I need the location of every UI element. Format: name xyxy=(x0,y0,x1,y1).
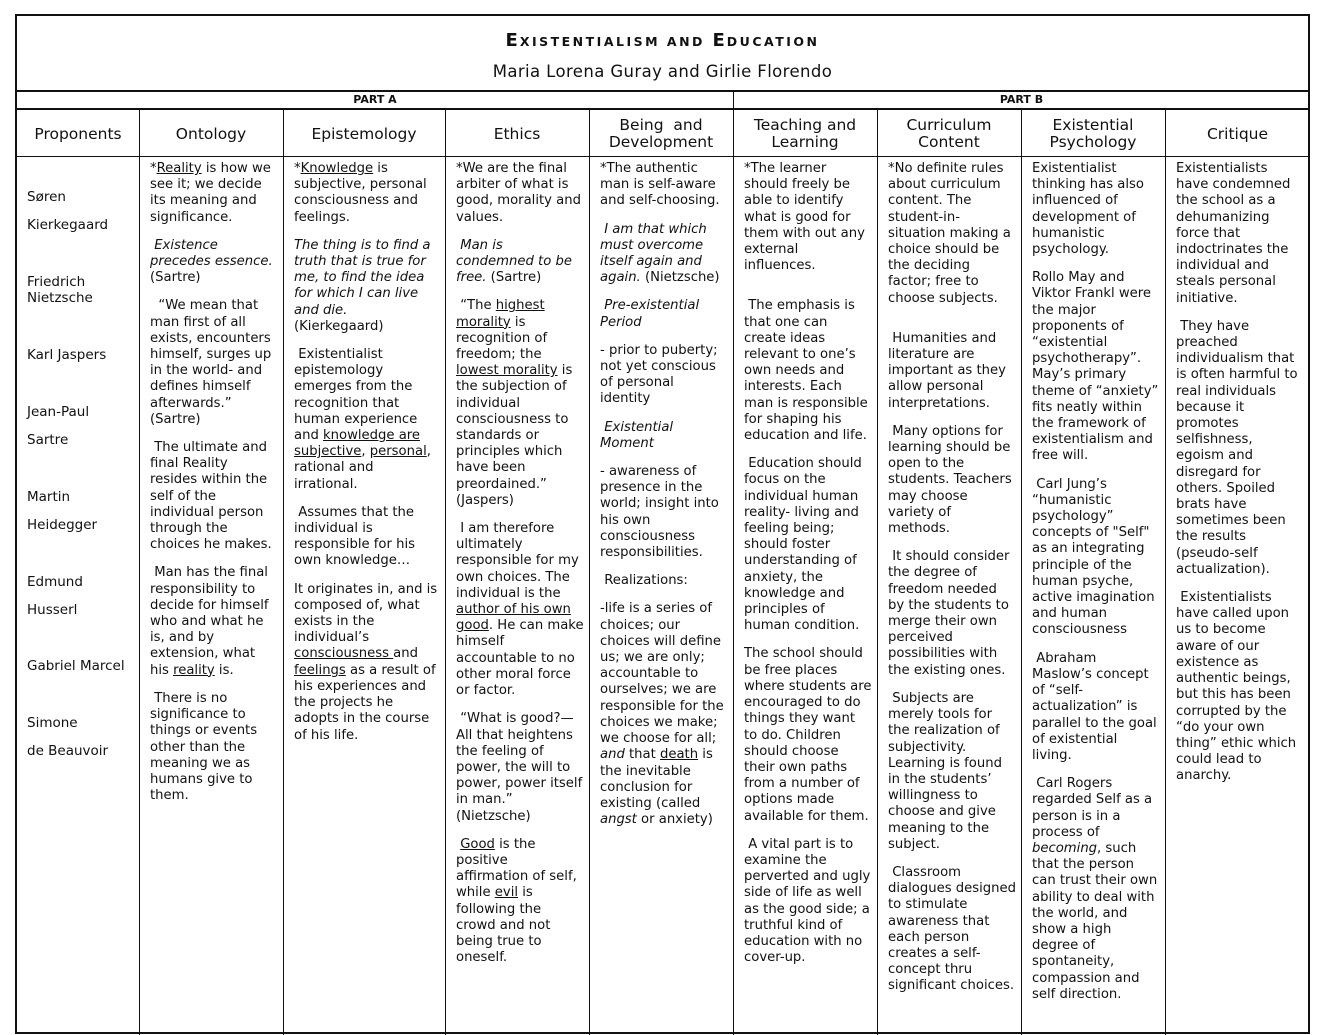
text: It originates in, and is composed of, what exists in the individual’s xyxy=(294,581,438,646)
text: consciousness xyxy=(294,646,394,662)
proponent-name: Martin xyxy=(27,489,71,505)
header-proponents-text: Proponents xyxy=(34,124,122,143)
header-being-development xyxy=(589,112,733,156)
header-psychology-line2: Psychology xyxy=(1049,133,1137,151)
header-teaching-learning xyxy=(733,112,877,156)
text: Pre-existential Period xyxy=(600,298,700,330)
being-p7 xyxy=(600,573,728,589)
text: , such that the person can trust their own ability to deal with the world, and show a high degree of spontaneity, compassion and self direction. xyxy=(1032,840,1158,1002)
text: I am that which must overcome itself again and again. xyxy=(600,221,707,286)
critique-p3 xyxy=(1176,590,1304,784)
text: Assumes that the individual is responsible for his own knowledge… xyxy=(294,504,416,569)
ontology-p1 xyxy=(150,161,278,226)
document-title xyxy=(17,30,1308,51)
proponent-name: Jean-Paul xyxy=(27,404,90,420)
teaching-p1 xyxy=(744,161,872,274)
text: and xyxy=(393,646,418,662)
part-divider xyxy=(733,90,734,1035)
text: death xyxy=(659,747,699,763)
curriculum-p5 xyxy=(888,691,1016,853)
text: Carl Rogers regarded Self as a person is in a process of xyxy=(1032,776,1153,840)
text: Good xyxy=(460,836,495,852)
being-p1 xyxy=(600,161,728,210)
text: The thing is to find a truth that is true for me, to find the idea for which I can live and die. xyxy=(294,237,431,318)
header-existential-psychology xyxy=(1021,112,1165,156)
psychology-p4 xyxy=(1032,651,1160,764)
ontology-p4 xyxy=(150,440,278,553)
teaching-p5 xyxy=(744,837,872,967)
curriculum-p1 xyxy=(888,161,1016,307)
text: Man is condemned to be free. xyxy=(456,237,572,286)
text: is following the crowd and not being true to oneself. xyxy=(456,885,551,966)
header-psychology-line1: Existential xyxy=(1052,116,1134,134)
text: “What is good?— All that heightens the feeling of power, the will to power, power itself in man.” (Nietzsche) xyxy=(456,711,583,824)
header-being-line1: Being and xyxy=(619,116,703,134)
teaching-column xyxy=(744,161,872,978)
psychology-p2 xyxy=(1032,270,1160,464)
text: is the subjection of individual consciousness to standards or principles which have been preordained.” (Jaspers) xyxy=(456,363,573,508)
curriculum-p4 xyxy=(888,549,1016,679)
text: * xyxy=(294,161,301,176)
text: evil xyxy=(494,885,519,901)
text: . He can make himself accountable to no other moral force or factor. xyxy=(456,618,584,699)
teaching-p3 xyxy=(744,456,872,634)
curriculum-p2 xyxy=(888,331,1016,412)
text: *No definite rules about curriculum content. The student-in-situation making a choice should be the deciding factor; free to choose subjects. xyxy=(888,161,1011,306)
epistemology-column xyxy=(294,161,440,756)
text: *We are the final arbiter of what is good, morality and values. xyxy=(456,161,581,225)
ontology-p2 xyxy=(150,238,278,287)
text: Existential Moment xyxy=(600,419,674,451)
text: is how we see it; we decide its meaning and significance. xyxy=(150,161,271,225)
text: The emphasis is that one can create ideas relevant to one’s own needs and interests. Each man is responsible for shaping his education and life. xyxy=(744,298,868,444)
text: Subjects are merely tools for the realization of subjectivity. Learning is found in the students’ willingness to choose and give meaning to the subject. xyxy=(888,690,1002,852)
header-curriculum-content xyxy=(877,112,1021,156)
teaching-p4 xyxy=(744,646,872,824)
proponent-name: Nietzsche xyxy=(27,290,93,306)
ethics-p3 xyxy=(456,298,584,509)
ontology-p5 xyxy=(150,565,278,678)
text: The school should be free places where students are encouraged to do things they want to do. Children should choose their own paths from a number of options made available for them. xyxy=(744,646,872,824)
curriculum-column xyxy=(888,161,1016,1007)
text: becoming xyxy=(1032,840,1098,856)
header-epistemology xyxy=(283,112,445,156)
ethics-column xyxy=(456,161,584,978)
ethics-p5 xyxy=(456,711,584,824)
document-frame xyxy=(15,14,1310,1034)
col-divider-7 xyxy=(1021,108,1022,1035)
text: is the inevitable conclusion for existing (called xyxy=(600,747,713,811)
being-p6 xyxy=(600,464,728,561)
text: is recognition of freedom; the xyxy=(456,314,548,363)
epistemology-p1 xyxy=(294,161,440,226)
col-divider-4 xyxy=(589,108,590,1035)
text: Humanities and literature are important as they allow personal interpretations. xyxy=(888,330,1006,411)
text: reality xyxy=(173,662,215,678)
text: “The xyxy=(460,298,496,314)
text: “We mean that man first of all exists, encounters himself, surges up in the world- and defines himself afterwards.” (Sartre) xyxy=(150,298,272,427)
header-ontology-text: Ontology xyxy=(175,124,247,143)
being-p2 xyxy=(600,222,728,287)
proponent-name: Heidegger xyxy=(27,517,98,533)
proponent-name: Simone xyxy=(27,715,78,731)
header-being-line2: Development xyxy=(608,133,714,151)
ethics-p1 xyxy=(456,161,584,226)
ethics-p2 xyxy=(456,238,584,287)
text: Abraham Maslow’s concept of “self-actualization” is parallel to the goal of existential living. xyxy=(1032,650,1157,763)
text: , rational and irrational. xyxy=(294,444,431,492)
text: It should consider the degree of freedom needed by the students to merge their own perceived possibilities with the existing ones. xyxy=(888,549,1010,678)
header-proponents xyxy=(17,112,139,156)
text: as a result of his experiences and the projects he adopts in the course of his life. xyxy=(294,662,436,743)
text: (Sartre) xyxy=(486,270,542,286)
text: , xyxy=(361,444,370,460)
header-critique-text: Critique xyxy=(1206,124,1269,143)
text: Classroom dialogues designed to stimulate awareness that each person creates a self-concept thru significant choices. xyxy=(888,864,1016,994)
being-p4 xyxy=(600,343,728,408)
text: *The authentic man is self-aware and self-choosing. xyxy=(600,161,720,209)
text: Many options for learning should be open to the students. Teachers may choose variety of methods. xyxy=(888,423,1012,537)
epistemology-p3 xyxy=(294,347,440,493)
being-p5 xyxy=(600,420,728,452)
text: is the positive affirmation of self, while xyxy=(456,836,577,901)
text: - awareness of presence in the world; insight into his own consciousness responsibilities. xyxy=(600,464,719,561)
psychology-p5 xyxy=(1032,776,1160,1003)
text: feelings xyxy=(294,662,346,678)
part-a-label: PART A xyxy=(353,93,397,106)
text: that xyxy=(624,747,660,763)
text: * xyxy=(150,161,157,176)
proponent-name: Husserl xyxy=(27,602,78,618)
authors: Maria Lorena Guray and Girlie Florendo xyxy=(492,62,833,81)
col-divider-6 xyxy=(877,108,878,1035)
divider-title xyxy=(17,90,1308,92)
title-rest: XISTENTIALISM AND xyxy=(519,34,705,49)
text: (Sartre) xyxy=(150,270,201,286)
ethics-p4 xyxy=(456,521,584,699)
proponent-name: Søren xyxy=(27,189,66,205)
text: Existentialist epistemology emerges from the recognition that human experience and xyxy=(294,347,418,444)
part-b-label: PART B xyxy=(999,93,1044,106)
proponent-name: Gabriel Marcel xyxy=(27,658,125,674)
divider-parts xyxy=(17,108,1308,110)
text: Existence precedes essence. xyxy=(150,237,273,270)
text: -life is a series of choices; our choices will define us; we are only; accountable to ourselves; we are responsible for the choices we make; we choose for all; xyxy=(600,601,724,747)
text: personal xyxy=(369,444,427,460)
being-p3 xyxy=(600,298,728,330)
curriculum-p6 xyxy=(888,865,1016,995)
header-ontology xyxy=(139,112,283,156)
header-teaching-line1: Teaching and xyxy=(753,116,857,134)
text: Existentialists have condemned the school as a dehumanizing force that indoctrinates the individual and steals personal initiative. xyxy=(1176,161,1291,306)
header-ethics xyxy=(445,112,589,156)
title-cap-e2: E xyxy=(712,30,727,51)
text: A vital part is to examine the perverted and ugly side of life as well as the good side; a truthful kind of education with no cover-up. xyxy=(744,836,871,966)
ontology-p6 xyxy=(150,691,278,804)
col-divider-1 xyxy=(139,108,140,1035)
proponent-name: Sartre xyxy=(27,432,69,448)
curriculum-p3 xyxy=(888,424,1016,537)
text: Knowledge xyxy=(300,161,374,176)
text: - prior to puberty; not yet conscious of personal identity xyxy=(600,342,718,407)
psychology-p1 xyxy=(1032,161,1160,258)
proponent-name: de Beauvoir xyxy=(27,743,109,759)
col-divider-8 xyxy=(1165,108,1166,1035)
proponent-name: Kierkegaard xyxy=(27,217,109,233)
epistemology-p4 xyxy=(294,505,440,570)
header-ethics-text: Ethics xyxy=(493,124,541,143)
text: I am therefore ultimately responsible for my own choices. The individual is the xyxy=(456,521,579,601)
proponent-name: Edmund xyxy=(27,574,83,590)
proponent-name: Friedrich xyxy=(27,274,86,290)
title-cap-e: E xyxy=(505,30,520,51)
text: There is no significance to things or events other than the meaning we as humans give to them. xyxy=(150,690,258,804)
col-divider-2 xyxy=(283,108,284,1035)
ethics-p6 xyxy=(456,837,584,967)
text: author of his own good xyxy=(456,602,571,634)
epistemology-p5 xyxy=(294,582,440,744)
text: lowest morality xyxy=(456,363,558,379)
critique-p2 xyxy=(1176,319,1304,578)
text: They have preached individualism that is often harmful to real individuals because it promotes selfishness, egoism and disregard for others. Spoiled brats have sometimes been the results (pseudo-self actualization). xyxy=(1176,318,1298,577)
text: is subjective, personal consciousness and feelings. xyxy=(294,161,427,225)
text: Existentialist thinking has also influenced of development of humanistic psychology. xyxy=(1032,161,1144,258)
being-p8 xyxy=(600,601,728,828)
text: (Nietzsche) xyxy=(640,270,720,286)
header-curriculum-line2: Content xyxy=(918,133,980,151)
text: Realizations: xyxy=(604,573,688,589)
proponent-name: Karl Jaspers xyxy=(27,347,107,363)
teaching-p2 xyxy=(744,298,872,444)
header-epistemology-text: Epistemology xyxy=(311,124,417,143)
text: The ultimate and final Reality resides within the self of the individual person through the choices he makes. xyxy=(150,440,272,553)
col-divider-3 xyxy=(445,108,446,1035)
critique-column xyxy=(1176,161,1304,797)
text: angst xyxy=(600,812,637,828)
text: Reality xyxy=(156,161,202,176)
divider-headers xyxy=(17,156,1308,157)
text: Existentialists have called upon us to become aware of our existence as authentic beings, but this has been corrupted by the “do your own thing” ethic which could lead to anarchy. xyxy=(1176,590,1297,784)
critique-p1 xyxy=(1176,161,1304,307)
header-critique xyxy=(1165,112,1310,156)
title-rest2: DUCATION xyxy=(726,34,820,49)
text: knowledge are subjective xyxy=(294,428,421,460)
psychology-p3 xyxy=(1032,477,1160,639)
text: Education should focus on the individual human reality- living and feeling being; should foster understanding of anxiety, the knowledge and principles of human condition. xyxy=(744,456,862,634)
ontology-column xyxy=(150,161,278,816)
epistemology-p2 xyxy=(294,238,440,335)
psychology-column xyxy=(1032,161,1160,1015)
text: *The learner should freely be able to identify what is good for them with out any external influences. xyxy=(744,161,865,274)
header-curriculum-line1: Curriculum xyxy=(906,116,992,134)
ontology-p3 xyxy=(150,298,278,428)
being-column xyxy=(600,161,728,840)
text: and xyxy=(600,747,625,763)
text: (Kierkegaard) xyxy=(294,318,384,334)
header-teaching-line2: Learning xyxy=(771,133,839,151)
text: is. xyxy=(214,662,234,678)
text: Man has the final responsibility to decide for himself who and what he is, and by extension, what his xyxy=(150,565,269,678)
text: Carl Jung’s “humanistic psychology” concepts of "Self" as an integrating principle of the human psyche, active imagination and human consciousness xyxy=(1032,476,1155,638)
text: highest morality xyxy=(456,298,545,330)
text: or anxiety) xyxy=(636,812,713,828)
text: Rollo May and Viktor Frankl were the major proponents of “existential psychotherapy”. May’s primary theme of “anxiety” fits neatly within the framework of existentialism and free will. xyxy=(1032,270,1159,464)
